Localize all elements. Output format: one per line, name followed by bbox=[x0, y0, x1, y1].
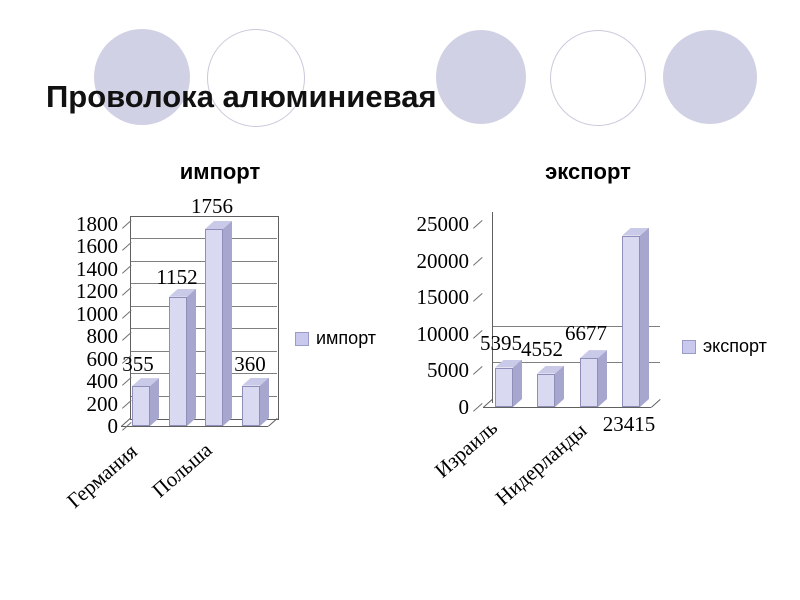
bar-front-face bbox=[495, 368, 513, 407]
y-axis-label: 25000 bbox=[416, 212, 469, 236]
legend-export bbox=[682, 336, 767, 357]
bar-side-face bbox=[598, 350, 607, 407]
y-axis-label: 200 bbox=[86, 391, 118, 416]
bar-front-face bbox=[132, 386, 150, 426]
data-label: 1152 bbox=[156, 265, 198, 289]
data-label: 6677 bbox=[565, 321, 607, 345]
bar-side-face bbox=[260, 378, 269, 426]
bar-front-face bbox=[205, 229, 223, 426]
y-axis-label: 0 bbox=[107, 414, 118, 438]
data-label: 5395 bbox=[480, 331, 522, 355]
category-label: Израиль bbox=[429, 415, 502, 483]
data-label: 4552 bbox=[521, 337, 563, 361]
chart-title-export: экспорт bbox=[545, 159, 631, 184]
y-axis-label: 0 bbox=[458, 395, 469, 419]
y-axis-label: 15000 bbox=[416, 285, 469, 310]
data-label: 360 bbox=[234, 352, 266, 376]
floor-front-edge bbox=[121, 426, 268, 427]
y-axis-label: 1800 bbox=[76, 212, 118, 236]
y-axis-tick bbox=[473, 403, 483, 412]
bar-side-face bbox=[513, 360, 522, 407]
decor-circle-outlined bbox=[550, 30, 646, 126]
legend-swatch-import-icon bbox=[295, 332, 309, 346]
bar-side-face bbox=[187, 289, 196, 426]
bar-side-face bbox=[640, 228, 649, 407]
y-axis-label: 10000 bbox=[416, 321, 469, 346]
decor-circle-filled bbox=[436, 30, 526, 124]
y-axis-tick bbox=[473, 366, 483, 375]
legend-swatch-export-icon bbox=[682, 340, 696, 354]
bar-side-face bbox=[150, 378, 159, 426]
data-label: 1756 bbox=[191, 194, 233, 218]
y-axis-label: 800 bbox=[86, 324, 118, 349]
category-label: Германия bbox=[62, 439, 142, 513]
y-axis-label: 600 bbox=[86, 346, 118, 371]
y-axis-line bbox=[492, 212, 493, 403]
y-axis-tick bbox=[473, 220, 483, 229]
bar-side-face bbox=[223, 221, 232, 426]
data-label: 23415 bbox=[602, 412, 656, 436]
data-label: 355 bbox=[122, 352, 154, 376]
y-axis-label: 20000 bbox=[416, 248, 469, 273]
y-axis-label: 1000 bbox=[76, 301, 118, 326]
chart-title-import: импорт bbox=[179, 159, 261, 184]
bar-front-face bbox=[242, 386, 260, 426]
y-axis-label: 1400 bbox=[76, 256, 118, 281]
category-label: Польша bbox=[147, 437, 217, 503]
y-axis-label: 5000 bbox=[427, 358, 469, 383]
y-axis-tick bbox=[473, 257, 483, 266]
y-axis-tick bbox=[473, 293, 483, 302]
bar-front-face bbox=[537, 374, 555, 407]
decor-circle-filled bbox=[663, 30, 757, 124]
slide-title: Проволока алюминиевая bbox=[46, 78, 437, 114]
legend-label-export: экспорт bbox=[703, 336, 767, 356]
legend-label-import: импорт bbox=[316, 328, 377, 348]
floor-front-edge bbox=[483, 407, 651, 408]
y-axis-label: 1200 bbox=[76, 279, 118, 304]
legend-import bbox=[295, 328, 376, 349]
bar-front-face bbox=[580, 358, 598, 407]
floor-right-edge bbox=[651, 399, 661, 408]
category-label: Нидерланды bbox=[490, 417, 592, 510]
y-axis-label: 1600 bbox=[76, 234, 118, 259]
y-axis-label: 400 bbox=[86, 369, 118, 394]
